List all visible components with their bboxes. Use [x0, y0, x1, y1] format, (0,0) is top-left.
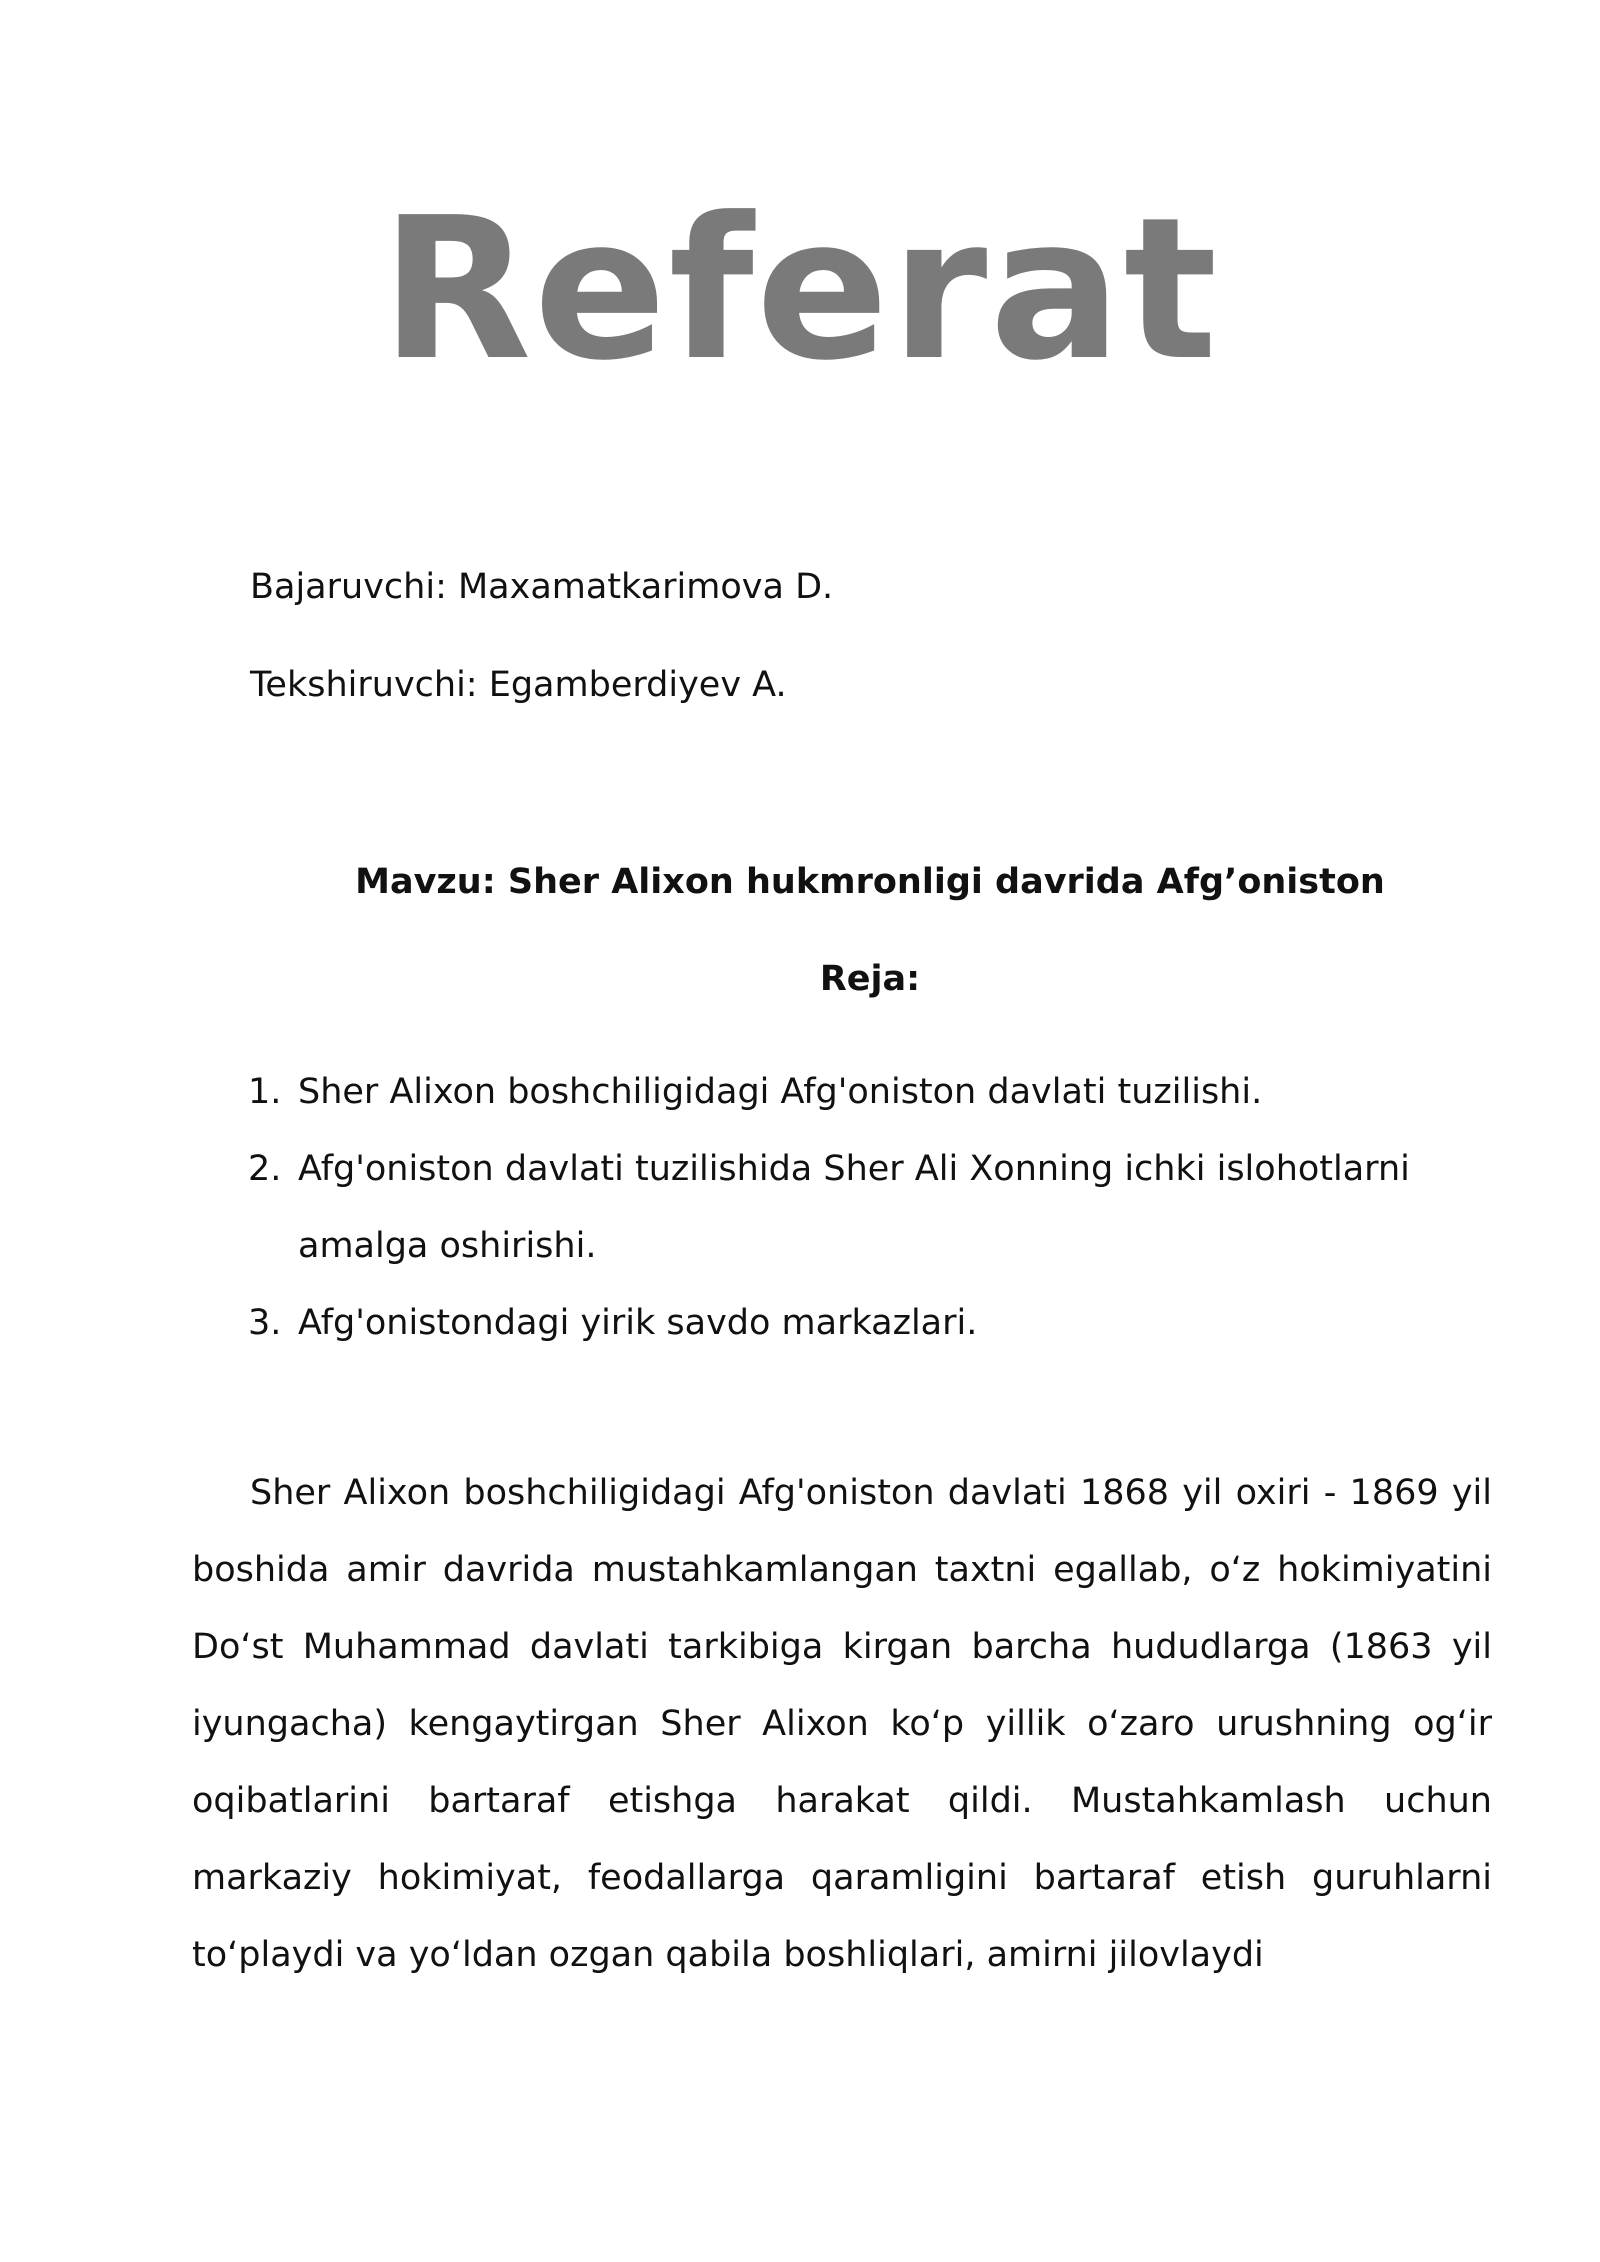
plan-item-number: 3. [248, 1303, 282, 1343]
plan-item-text: Sher Alixon boshchiligidagi Afg'oniston davlati tuzilishi. [298, 1072, 1263, 1112]
plan-list [248, 1054, 1508, 1362]
plan-item-number: 2. [248, 1149, 282, 1189]
author-line: Bajaruvchi: Maxamatkarimova D. [250, 567, 834, 607]
plan-item-text: Afg'onistondagi yirik savdo markazlari. [298, 1303, 978, 1343]
plan-item-number: 1. [248, 1072, 282, 1112]
plan-item [248, 1285, 1508, 1362]
plan-item [248, 1054, 1508, 1131]
topic-heading: Mavzu: Sher Alixon hukmronligi davrida Afg’oniston [355, 862, 1385, 902]
plan-item [248, 1131, 1508, 1285]
reviewer-line: Tekshiruvchi: Egamberdiyev A. [250, 665, 787, 705]
plan-item-text: Afg'oniston davlati tuzilishida Sher Ali Xonning ichki islohotlarni amalga oshirishi. [298, 1149, 1410, 1266]
plan-heading: Reja: [819, 959, 921, 999]
body-paragraph: Sher Alixon boshchiligidagi Afg'oniston davlati 1868 yil oxiri - 1869 yil boshida amir davrida mustahkamlangan taxtni egallab, o‘z hokimiyatini Do‘st Muhammad davlati tarkibiga kirgan barcha hududlarga (1863 yil iyungacha) kengaytirgan Sher Alixon ko‘p yillik o‘zaro urushning og‘ir oqibatlarini bartaraf etishga harakat qildi. Mustahkamlash uchun markaziy hokimiyat, feodallarga qaramligini bartaraf etish guruhlarni to‘playdi va yo‘ldan ozgan qabila boshliqlari, amirni jilovlaydi [192, 1473, 1492, 1975]
document-title: Referat [380, 176, 1220, 404]
